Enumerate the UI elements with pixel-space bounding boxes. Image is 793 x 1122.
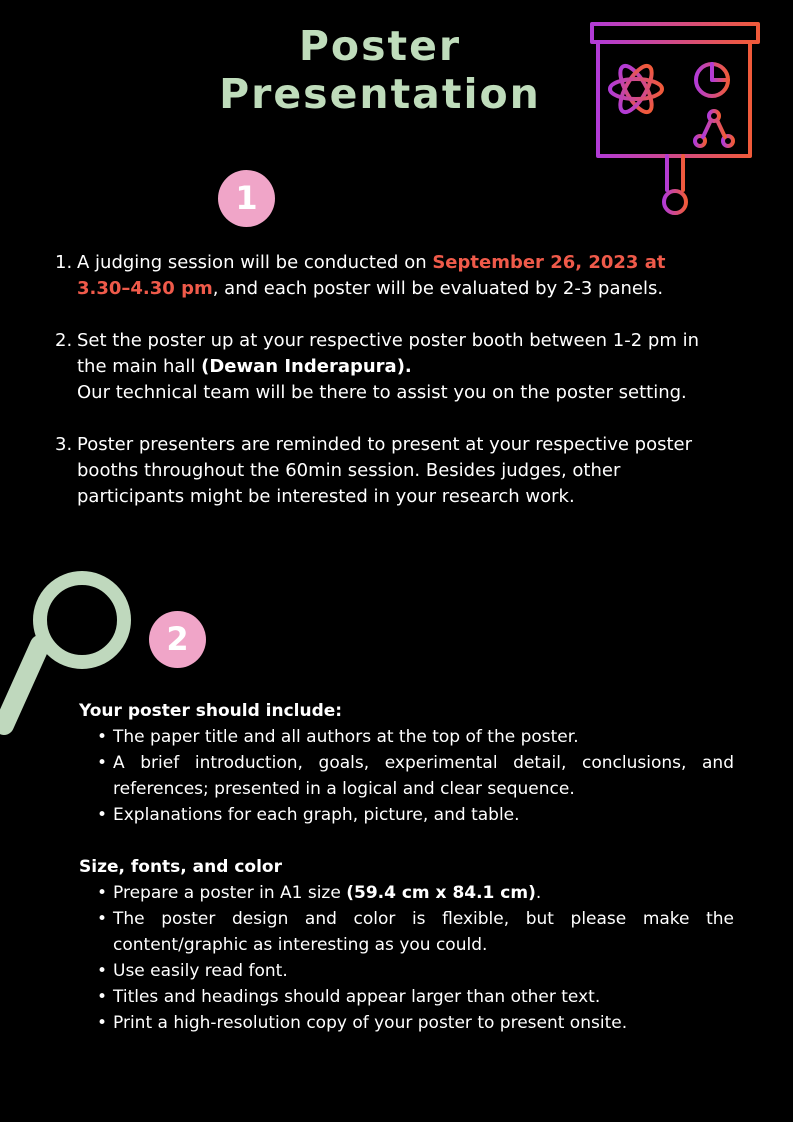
item-text: Set the poster up at your respective poster booth between 1-2 pm in the main hall (77, 330, 700, 377)
list-item (79, 984, 734, 1010)
bullet: • (97, 753, 108, 773)
bullet: • (97, 1013, 108, 1033)
bullet: • (97, 987, 108, 1007)
list-item (79, 750, 734, 802)
bullet: • (97, 909, 108, 929)
item-number: 3. (55, 434, 73, 455)
item-text: Explanations for each graph, picture, and table. (113, 805, 520, 825)
item-text: Poster presenters are reminded to present at your respective poster booths throughout the 60min session. Besides judges, other participants might be interested in your research work. (77, 434, 693, 507)
item-text: The poster design and color is flexible, but please make the content/graphic as interesting as you could. (113, 909, 734, 955)
item-text: A brief introduction, goals, experimental detail, conclusions, and references; presented in a logical and clear sequence. (113, 753, 734, 799)
page-title (190, 22, 570, 118)
list-item (55, 432, 715, 510)
section-2-badge: 2 (149, 611, 206, 668)
highlight-date: September 26, 2023 at 3.30–4.30 pm (77, 252, 666, 299)
item-text: Prepare a poster in A1 size (113, 883, 347, 903)
list-item (79, 880, 734, 906)
list-item (79, 958, 734, 984)
list-item (79, 1010, 734, 1036)
item-text: Use easily read font. (113, 961, 288, 981)
bullet: • (97, 805, 108, 825)
list-item (79, 802, 734, 828)
presentation-board-icon (588, 18, 763, 218)
section-1-badge: 1 (218, 170, 275, 227)
venue-name: (Dewan Inderapura). (201, 356, 412, 377)
item-text: , and each poster will be evaluated by 2-3 panels. (212, 278, 664, 299)
item-text: Print a high-resolution copy of your poster to present onsite. (113, 1013, 628, 1033)
instructions-list (55, 250, 715, 536)
item-text: Our technical team will be there to assist you on the poster setting. (77, 382, 687, 403)
include-heading: Your poster should include: (79, 701, 343, 721)
item-text: Titles and headings should appear larger than other text. (113, 987, 601, 1007)
list-item (55, 328, 715, 406)
title-line-1: Poster (298, 22, 462, 70)
poster-size: (59.4 cm x 84.1 cm) (346, 883, 536, 903)
bullet: • (97, 727, 108, 747)
include-list (79, 724, 734, 828)
item-number: 2. (55, 330, 73, 351)
item-text: A judging session will be conducted on (77, 252, 433, 273)
list-item (55, 250, 715, 302)
title-line-2: Presentation (219, 70, 541, 118)
bullet: • (97, 883, 108, 903)
item-number: 1. (55, 252, 73, 273)
size-heading: Size, fonts, and color (79, 857, 282, 877)
list-item (79, 906, 734, 958)
bullet: • (97, 961, 108, 981)
size-list (79, 880, 734, 1036)
item-text: . (535, 883, 542, 903)
list-item (79, 724, 734, 750)
item-text: The paper title and all authors at the top of the poster. (113, 727, 579, 747)
requirements-section (79, 698, 734, 1062)
